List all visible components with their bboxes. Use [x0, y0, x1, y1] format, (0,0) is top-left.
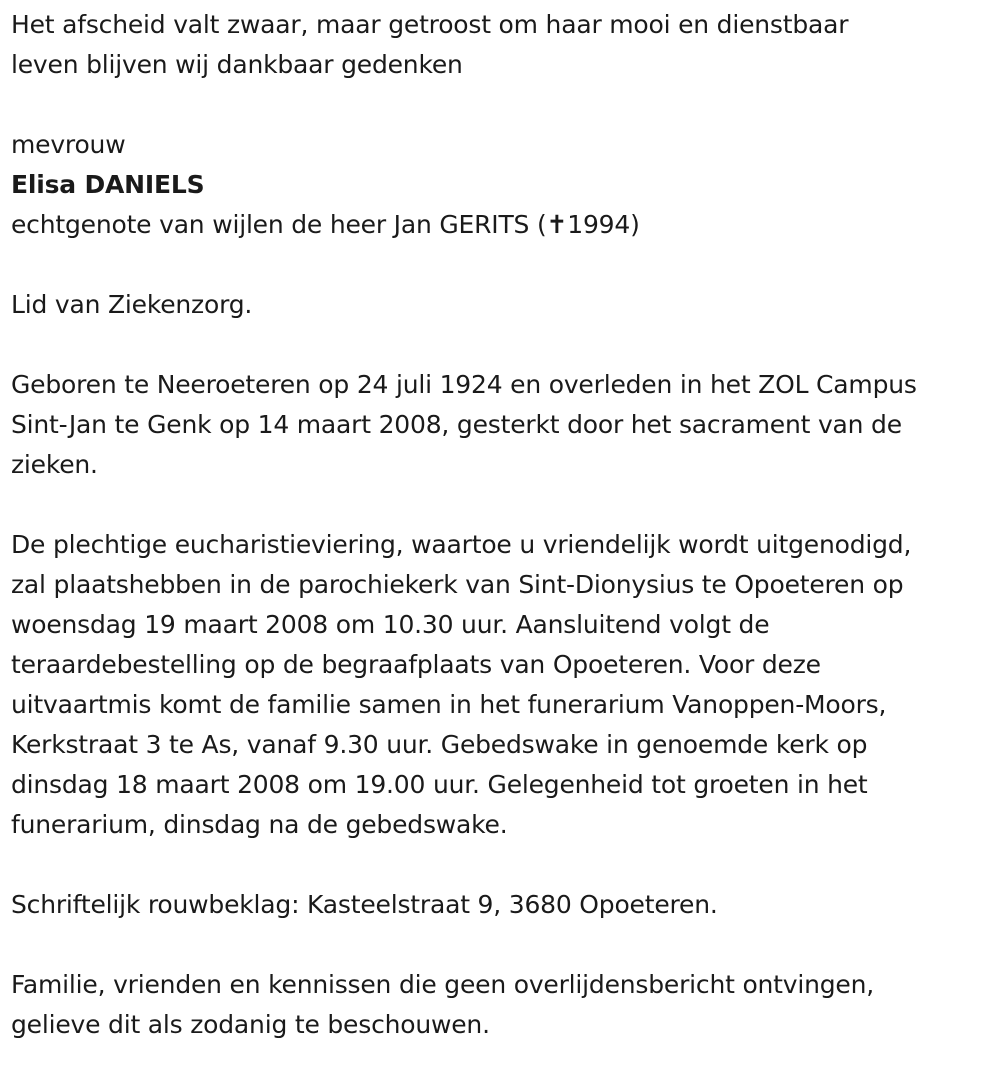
birth-death-paragraph: Geboren te Neeroeteren op 24 juli 1924 en overleden in het ZOL Campus Sint-Jan te Genk op 14 maart 2008, gesterkt door het sacrament van de zieken.: [11, 370, 917, 479]
spacer: [11, 845, 990, 885]
condolence-address: Schriftelijk rouwbeklag: Kasteelstraat 9, 3680 Opoeteren.: [11, 890, 718, 919]
membership-line: Lid van Ziekenzorg.: [11, 290, 253, 319]
opening-text: Het afscheid valt zwaar, maar getroost om haar mooi en dienstbaar leven blijven wij dankbaar gedenken: [11, 10, 849, 79]
spacer: [11, 325, 990, 365]
spacer: [11, 485, 990, 525]
salutation: mevrouw: [11, 130, 126, 159]
deceased-name: Elisa DANIELS: [11, 170, 205, 199]
closing-paragraph: Familie, vrienden en kennissen die geen overlijdensbericht ontvingen, gelieve dit als zodanig te beschouwen.: [11, 970, 875, 1039]
spacer: [11, 925, 990, 965]
spouse-line: echtgenote van wijlen de heer Jan GERITS (✝1994): [11, 210, 640, 239]
ceremony-paragraph: De plechtige eucharistieviering, waartoe u vriendelijk wordt uitgenodigd, zal plaatshebben in de parochiekerk van Sint-Dionysius te Opoeteren op woensdag 19 maart 2008 om 10.30 uur. Aansluitend volgt de teraardebestelling op de begraafplaats van Opoeteren. Voor deze uitvaartmis komt de familie samen in het funerarium Vanoppen-Moors, Kerkstraat 3 te As, vanaf 9.30 uur. Gebedswake in genoemde kerk op dinsdag 18 maart 2008 om 19.00 uur. Gelegenheid tot groeten in het funerarium, dinsdag na de gebedswake.: [11, 530, 912, 839]
spacer: [11, 85, 990, 125]
spacer: [11, 245, 990, 285]
